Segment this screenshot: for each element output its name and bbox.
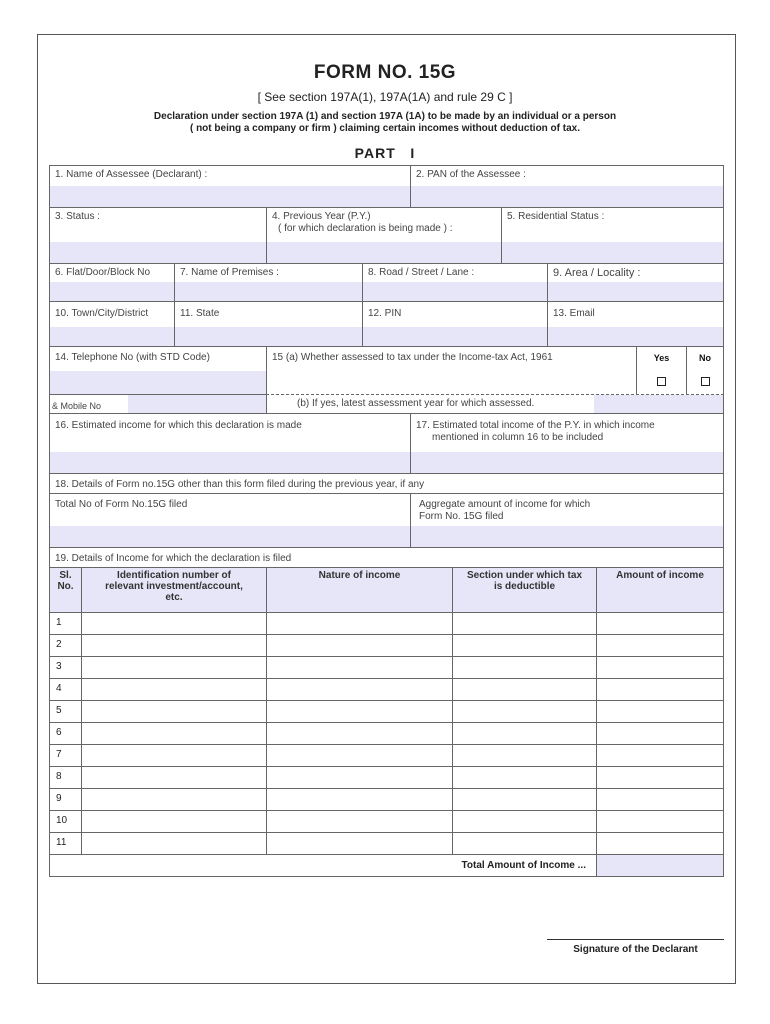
pan-field[interactable] — [410, 186, 724, 208]
table-cell-section[interactable] — [452, 722, 597, 745]
aggregate-line-2: Form No. 15G filed — [419, 511, 504, 522]
label-name-of-assessee: 1. Name of Assessee (Declarant) : — [49, 165, 411, 187]
previous-year-line-1: 4. Previous Year (P.Y.) — [272, 211, 371, 222]
label-assessed-to-tax: 15 (a) Whether assessed to tax under the Income-tax Act, 1961 — [266, 346, 637, 395]
label-aggregate-amount — [410, 493, 724, 527]
table-cell-identification[interactable] — [81, 788, 267, 811]
state-field[interactable] — [174, 327, 363, 347]
table-row-number: 4 — [49, 678, 82, 701]
table-cell-section[interactable] — [452, 700, 597, 723]
table-cell-nature-of-income[interactable] — [266, 678, 453, 701]
table-row-number: 8 — [49, 766, 82, 789]
total-amount-label: Total Amount of Income ... — [49, 854, 597, 877]
table-row-number: 9 — [49, 788, 82, 811]
table-cell-nature-of-income[interactable] — [266, 810, 453, 833]
telephone-field[interactable] — [49, 371, 267, 395]
label-mobile: & Mobile No — [49, 394, 267, 414]
table-cell-amount[interactable] — [596, 766, 724, 789]
estimated-income-field[interactable] — [49, 452, 411, 474]
total-forms-filed-field[interactable] — [49, 526, 411, 548]
area-locality-field[interactable] — [547, 282, 724, 302]
label-pin: 12. PIN — [362, 301, 548, 328]
no-checkbox[interactable] — [701, 377, 710, 386]
table-cell-identification[interactable] — [81, 810, 267, 833]
table-cell-section[interactable] — [452, 810, 597, 833]
table-cell-nature-of-income[interactable] — [266, 766, 453, 789]
previous-year-field[interactable] — [266, 242, 502, 264]
table-cell-section[interactable] — [452, 678, 597, 701]
table-row-number: 7 — [49, 744, 82, 767]
label-estimated-income: 16. Estimated income for which this declaration is made — [49, 413, 411, 453]
signature-line — [547, 939, 724, 940]
residential-status-field[interactable] — [501, 242, 724, 264]
table-cell-nature-of-income[interactable] — [266, 612, 453, 635]
table-cell-identification[interactable] — [81, 678, 267, 701]
header-id-line-2: relevant investment/account, — [105, 581, 243, 592]
header-section — [452, 567, 597, 613]
mobile-field[interactable] — [128, 395, 267, 413]
aggregate-line-1: Aggregate amount of income for which — [419, 499, 591, 510]
name-of-assessee-field[interactable] — [49, 186, 411, 208]
table-row-number: 11 — [49, 832, 82, 855]
table-cell-nature-of-income[interactable] — [266, 634, 453, 657]
table-cell-amount[interactable] — [596, 832, 724, 855]
header-id-line-3: etc. — [165, 592, 183, 603]
pin-field[interactable] — [362, 327, 548, 347]
flat-door-field[interactable] — [49, 282, 175, 302]
header-amount: Amount of income — [596, 567, 724, 613]
table-row-number: 2 — [49, 634, 82, 657]
label-estimated-total-income — [410, 413, 724, 453]
town-city-field[interactable] — [49, 327, 175, 347]
part-heading: PART I — [354, 145, 416, 161]
form-subtitle: [ See section 197A(1), 197A(1A) and rule 29 C ] — [257, 90, 513, 104]
header-sl-line-2: No. — [57, 581, 74, 592]
header-sl-line-1: Sl. — [59, 570, 72, 581]
table-cell-amount[interactable] — [596, 788, 724, 811]
label-form-15g-details: 18. Details of Form no.15G other than this form filed during the previous year, if any — [49, 473, 724, 494]
aggregate-amount-field[interactable] — [410, 526, 724, 548]
label-income-details: 19. Details of Income for which the declaration is filed — [49, 547, 724, 568]
label-flat-door: 6. Flat/Door/Block No — [49, 263, 175, 283]
table-row-number: 3 — [49, 656, 82, 679]
label-premises: 7. Name of Premises : — [174, 263, 363, 283]
table-cell-identification[interactable] — [81, 656, 267, 679]
table-cell-amount[interactable] — [596, 612, 724, 635]
estimated-total-line-1: 17. Estimated total income of the P.Y. in which income — [416, 420, 655, 431]
total-amount-field[interactable] — [596, 854, 724, 877]
table-cell-identification[interactable] — [81, 722, 267, 745]
table-cell-nature-of-income[interactable] — [266, 656, 453, 679]
table-cell-section[interactable] — [452, 656, 597, 679]
table-cell-amount[interactable] — [596, 744, 724, 767]
table-cell-section[interactable] — [452, 832, 597, 855]
label-town-city: 10. Town/City/District — [49, 301, 175, 328]
table-cell-nature-of-income[interactable] — [266, 788, 453, 811]
header-section-line-2: is deductible — [493, 581, 556, 592]
assessment-year-field[interactable] — [594, 395, 724, 414]
declaration-line-2: ( not being a company or firm ) claiming certain incomes without deduction of tax. — [189, 123, 581, 134]
table-row-number: 1 — [49, 612, 82, 635]
table-cell-identification[interactable] — [81, 832, 267, 855]
label-email: 13. Email — [547, 301, 724, 328]
estimated-total-income-field[interactable] — [410, 452, 724, 474]
label-telephone: 14. Telephone No (with STD Code) — [49, 346, 267, 372]
table-cell-section[interactable] — [452, 744, 597, 767]
table-cell-amount[interactable] — [596, 656, 724, 679]
header-id-line-1: Identification number of — [117, 570, 231, 581]
label-state: 11. State — [174, 301, 363, 328]
table-row-number: 10 — [49, 810, 82, 833]
premises-field[interactable] — [174, 282, 363, 302]
label-residential-status: 5. Residential Status : — [501, 207, 724, 243]
declaration-line-1: Declaration under section 197A (1) and section 197A (1A) to be made by an individual or a person — [153, 111, 617, 122]
label-area-locality: 9. Area / Locality : — [547, 263, 724, 283]
signature-label: Signature of the Declarant — [573, 944, 698, 955]
header-sl-no — [49, 567, 82, 613]
table-cell-section[interactable] — [452, 634, 597, 657]
table-cell-section[interactable] — [452, 612, 597, 635]
label-latest-assessment-year: (b) If yes, latest assessment year for which assessed. — [266, 394, 595, 414]
road-street-field[interactable] — [362, 282, 548, 302]
label-total-forms-filed: Total No of Form No.15G filed — [49, 493, 411, 527]
table-cell-identification[interactable] — [81, 744, 267, 767]
table-cell-amount[interactable] — [596, 810, 724, 833]
table-cell-section[interactable] — [452, 788, 597, 811]
header-section-line-1: Section under which tax — [466, 570, 583, 581]
label-yes: Yes — [636, 346, 687, 395]
yes-checkbox[interactable] — [657, 377, 666, 386]
label-road-street: 8. Road / Street / Lane : — [362, 263, 548, 283]
table-cell-amount[interactable] — [596, 700, 724, 723]
table-cell-nature-of-income[interactable] — [266, 722, 453, 745]
table-row-number: 5 — [49, 700, 82, 723]
table-cell-amount[interactable] — [596, 722, 724, 745]
table-cell-amount[interactable] — [596, 678, 724, 701]
email-field[interactable] — [547, 327, 724, 347]
status-field[interactable] — [49, 242, 267, 264]
label-status: 3. Status : — [49, 207, 267, 243]
table-cell-nature-of-income[interactable] — [266, 744, 453, 767]
header-identification — [81, 567, 267, 613]
table-cell-identification[interactable] — [81, 612, 267, 635]
table-cell-identification[interactable] — [81, 766, 267, 789]
table-cell-section[interactable] — [452, 766, 597, 789]
table-cell-amount[interactable] — [596, 634, 724, 657]
label-no: No — [686, 346, 724, 395]
label-previous-year — [266, 207, 502, 243]
estimated-total-line-2: mentioned in column 16 to be included — [432, 432, 604, 443]
table-cell-identification[interactable] — [81, 700, 267, 723]
form-title: FORM NO. 15G — [313, 62, 457, 83]
header-nature-of-income: Nature of income — [266, 567, 453, 613]
table-cell-nature-of-income[interactable] — [266, 700, 453, 723]
label-pan: 2. PAN of the Assessee : — [410, 165, 724, 187]
table-cell-identification[interactable] — [81, 634, 267, 657]
previous-year-line-2: ( for which declaration is being made ) : — [278, 223, 453, 234]
table-cell-nature-of-income[interactable] — [266, 832, 453, 855]
declaration-text — [90, 111, 680, 135]
table-row-number: 6 — [49, 722, 82, 745]
